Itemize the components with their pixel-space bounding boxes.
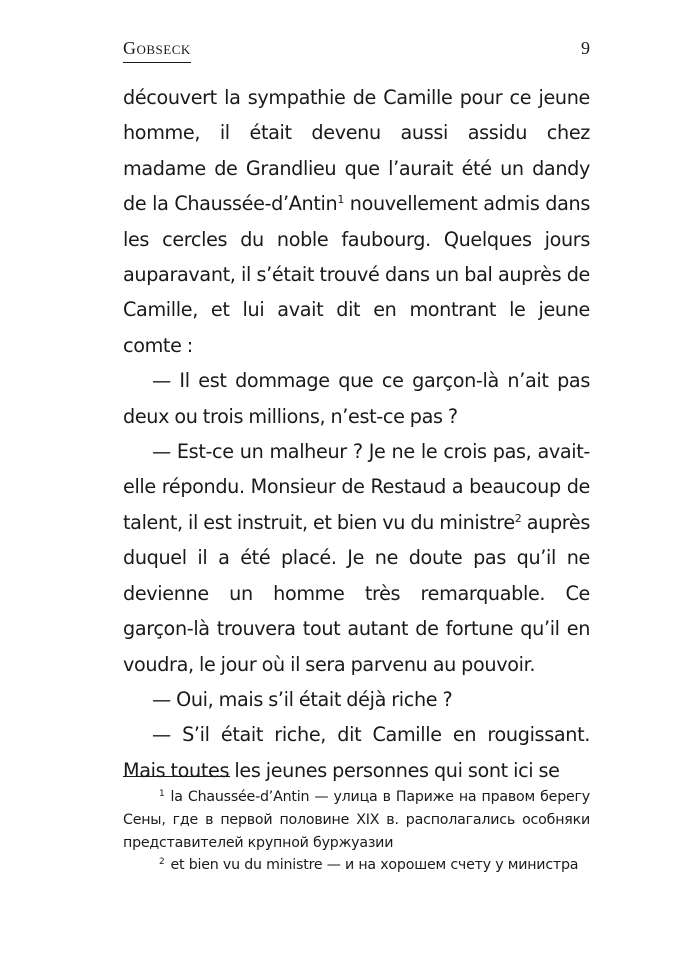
paragraph: — S’il était riche, dit Camille en rougissant. Mais toutes les jeunes personnes qui sont ici se [123,723,590,782]
footnote [123,786,590,854]
paragraph [123,434,590,682]
footnote-number: 1 [159,789,165,799]
running-header [123,38,590,68]
footnote-ref: 1 [337,193,344,207]
paragraph-text: — Est-ce un malheur ? Je ne le crois pas, avait-elle répondu. Monsieur de Restaud a beaucoup de talent, il est instruit, et bien vu du ministre [123,440,590,534]
paragraph: — Il est dommage que ce garçon-là n’ait pas deux ou trois millions, n’est-ce pas ? [123,369,590,428]
running-title: Gobseck [123,38,191,63]
footnote-divider [123,776,230,777]
footnote-text: la Chaussée-d’Antin — улица в Париже на правом берегу Сены, где в первой половине XIX в. располагались особняки представителей крупной буржуазии [123,789,590,851]
paragraph-text: découvert la sympathie de Camille pour ce jeune homme, il était devenu aussi assidu chez madame de Grandlieu que l’aurait été un dandy de la Chaussée-d’Antin [123,86,590,216]
paragraph: — Oui, mais s’il était déjà riche ? [152,687,453,711]
page-number: 9 [581,38,590,58]
footnote-number: 2 [159,857,165,868]
paragraph-text: auprès duquel il a été placé. Je ne doute pas qu’il ne devienne un homme très remarquable. Ce garçon-là trouvera tout autant de fortune qu’il en voudra, le jour où il sera parvenu au pouvoir. [123,510,590,676]
main-text [123,80,590,788]
paragraph-text: nouvellement admis dans les cercles du noble faubourg. Quelques jours auparavant, il s’était trouvé dans un bal auprès de Camille, et lui avait dit en montrant le jeune comte : [123,192,591,357]
footnote-text: et bien vu du ministre — и на хорошем счету у министра [170,857,579,874]
paragraph [123,80,590,363]
footnotes [123,786,590,877]
footnote [123,854,590,877]
footnote-ref: 2 [514,511,522,525]
